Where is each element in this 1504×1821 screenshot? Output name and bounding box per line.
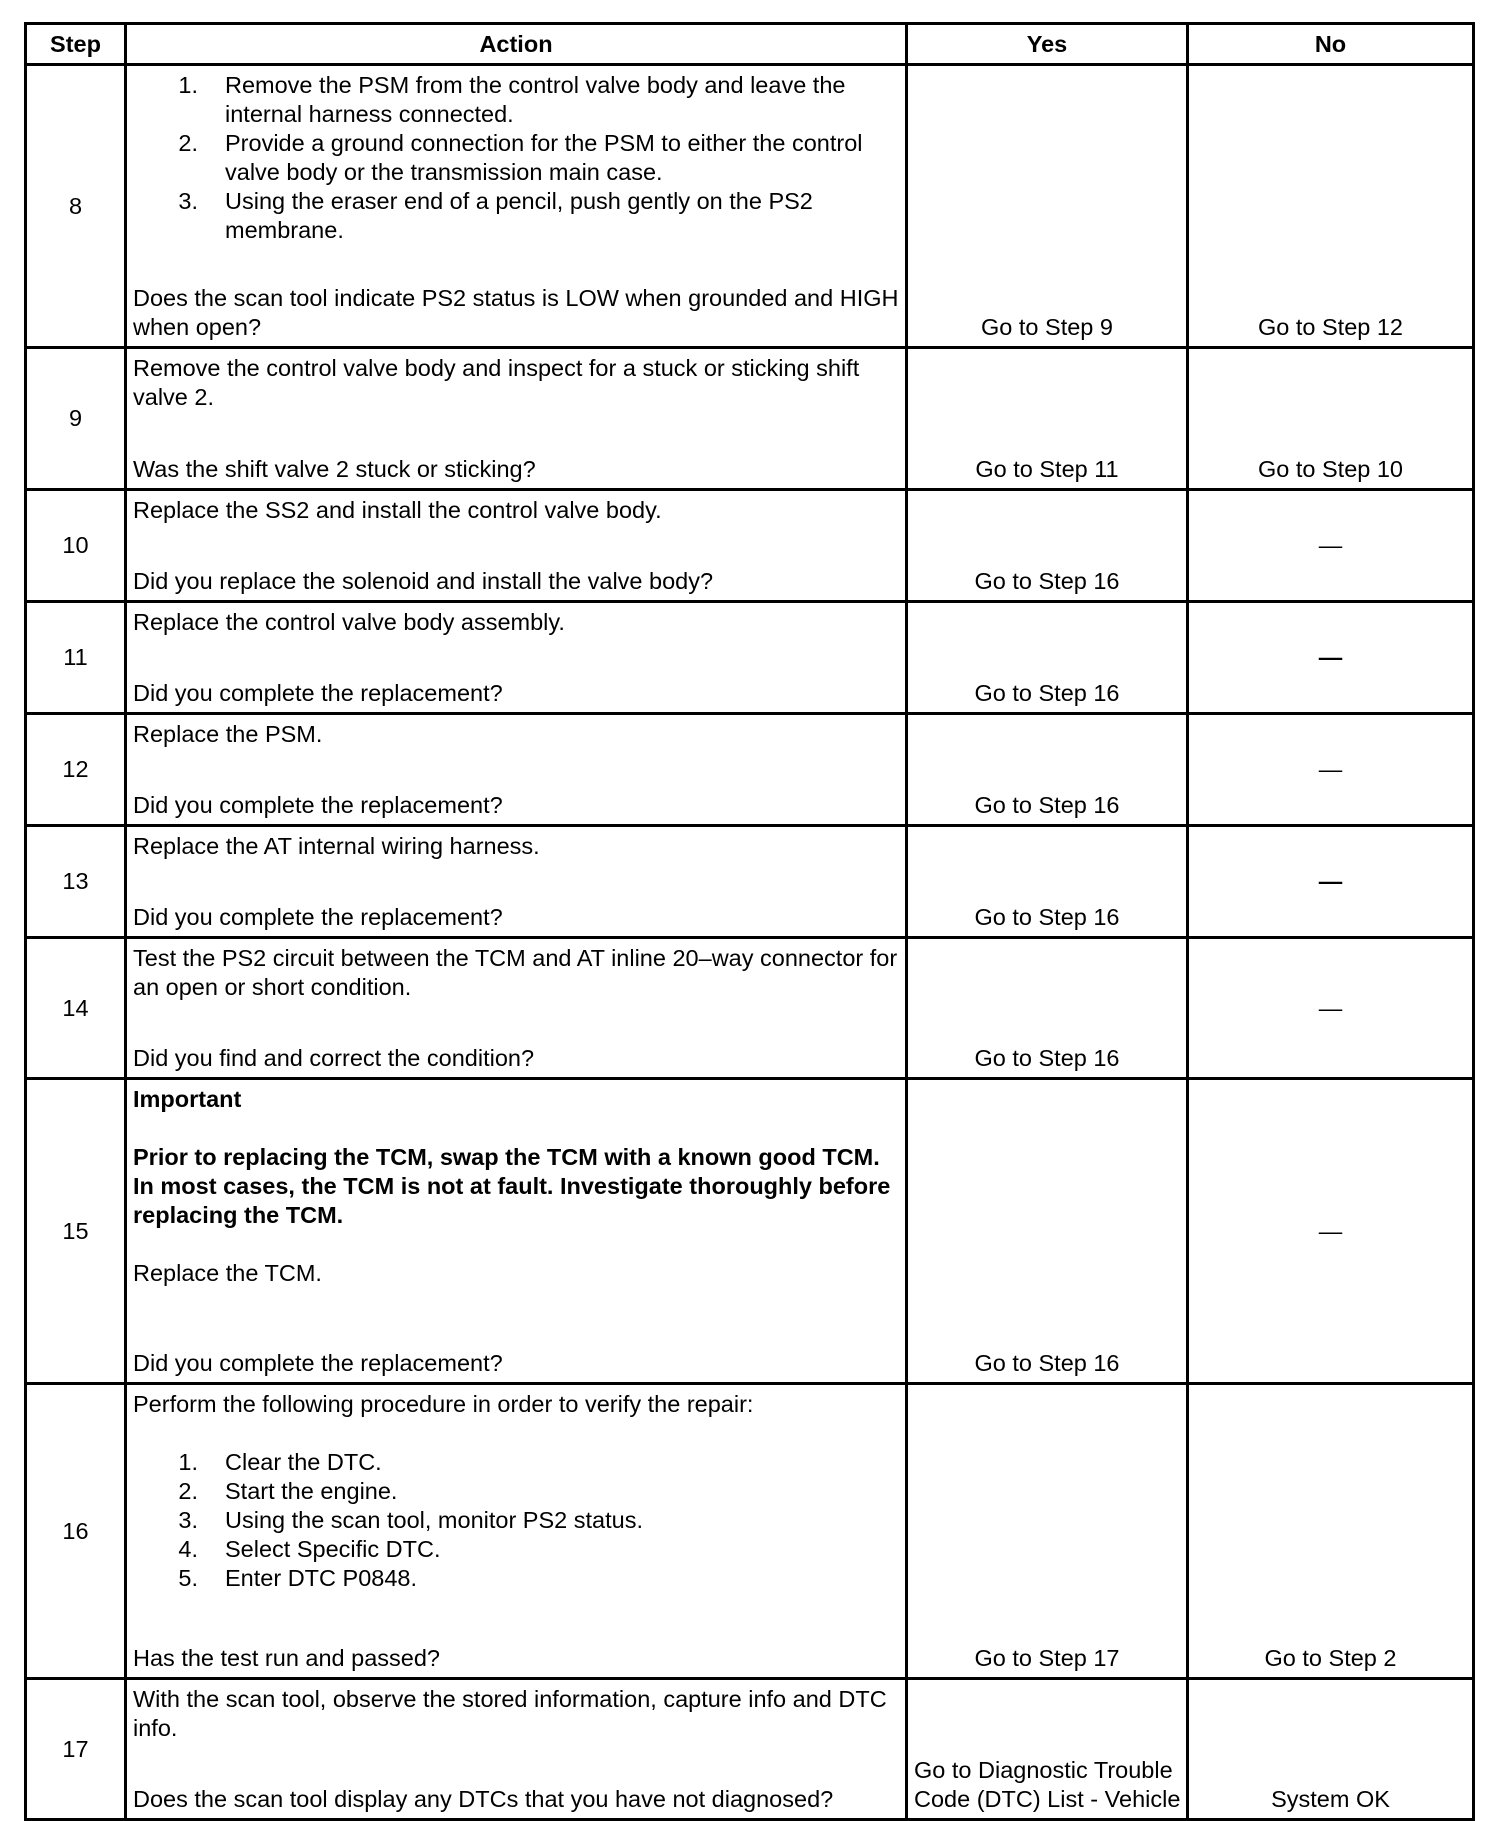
step-number: 15	[26, 1079, 126, 1384]
no-cell: Go to Step 2	[1188, 1384, 1474, 1679]
important-label: Important	[133, 1086, 242, 1112]
header-step: Step	[26, 24, 126, 65]
step-row-15	[26, 1079, 1474, 1384]
action-text: With the scan tool, observe the stored information, capture info and DTC info.	[133, 1686, 887, 1741]
action-cell	[126, 938, 907, 1079]
question-text: Does the scan tool display any DTCs that you have not diagnosed?	[133, 1786, 834, 1812]
yes-cell: Go to Step 16	[907, 826, 1188, 938]
question-text: Has the test run and passed?	[133, 1645, 441, 1671]
step-number: 9	[26, 348, 126, 490]
header-no: No	[1188, 24, 1474, 65]
yes-cell: Go to Step 16	[907, 1079, 1188, 1384]
action-text: Replace the TCM.	[133, 1260, 322, 1286]
step-number: 8	[26, 65, 126, 348]
list-item: 1. Clear the DTC.	[178, 1449, 382, 1475]
no-cell: Go to Step 12	[1188, 65, 1474, 348]
action-text: Test the PS2 circuit between the TCM and AT inline 20–way connector for an open or short condition.	[133, 945, 898, 1000]
step-number: 14	[26, 938, 126, 1079]
no-cell: —	[1188, 714, 1474, 826]
step-row-17	[26, 1679, 1474, 1820]
step-number: 13	[26, 826, 126, 938]
diagnostic-steps-table	[24, 22, 1475, 1821]
list-item: 2. Provide a ground connection for the PSM to either the control valve body or the transmission main case.	[178, 130, 863, 185]
step-number: 12	[26, 714, 126, 826]
question-text: Did you complete the replacement?	[133, 1350, 503, 1376]
no-cell: —	[1188, 490, 1474, 602]
action-cell	[126, 490, 907, 602]
question-text: Was the shift valve 2 stuck or sticking?	[133, 456, 536, 482]
procedure-list	[133, 1448, 899, 1593]
yes-cell: Go to Step 17	[907, 1384, 1188, 1679]
important-text: Prior to replacing the TCM, swap the TCM with a known good TCM. In most cases, the TCM is not at fault. Investigate thoroughly before replacing the TCM.	[133, 1144, 891, 1228]
diagnostic-table-container	[24, 22, 1472, 1821]
step-row-13	[26, 826, 1474, 938]
question-text: Did you complete the replacement?	[133, 680, 503, 706]
step-row-9	[26, 348, 1474, 490]
action-cell	[126, 602, 907, 714]
action-text: Replace the PSM.	[133, 721, 323, 747]
action-text: Replace the AT internal wiring harness.	[133, 833, 540, 859]
list-item: 2. Start the engine.	[178, 1478, 398, 1504]
header-action: Action	[126, 24, 907, 65]
yes-cell: Go to Step 16	[907, 490, 1188, 602]
action-text: Replace the control valve body assembly.	[133, 609, 565, 635]
question-text: Did you complete the replacement?	[133, 904, 503, 930]
question-text: Did you replace the solenoid and install the valve body?	[133, 568, 714, 594]
yes-cell: Go to Step 16	[907, 938, 1188, 1079]
no-cell: Go to Step 10	[1188, 348, 1474, 490]
action-cell	[126, 714, 907, 826]
yes-cell: Go to Diagnostic Trouble Code (DTC) List - Vehicle	[907, 1679, 1188, 1820]
step-number: 16	[26, 1384, 126, 1679]
step-row-16	[26, 1384, 1474, 1679]
action-text: Perform the following procedure in order to verify the repair:	[133, 1391, 754, 1417]
action-cell	[126, 65, 907, 348]
no-cell: —	[1188, 602, 1474, 714]
list-item: 3. Using the eraser end of a pencil, push gently on the PS2 membrane.	[178, 188, 813, 243]
question-text: Does the scan tool indicate PS2 status is LOW when grounded and HIGH when open?	[133, 285, 899, 340]
step-row-10	[26, 490, 1474, 602]
header-row	[26, 24, 1474, 65]
header-yes: Yes	[907, 24, 1188, 65]
no-cell: System OK	[1188, 1679, 1474, 1820]
step-row-14	[26, 938, 1474, 1079]
yes-cell: Go to Step 11	[907, 348, 1188, 490]
procedure-list	[133, 71, 899, 245]
action-text: Replace the SS2 and install the control valve body.	[133, 497, 662, 523]
step-row-12	[26, 714, 1474, 826]
yes-cell: Go to Step 16	[907, 714, 1188, 826]
action-cell	[126, 1679, 907, 1820]
action-cell	[126, 1079, 907, 1384]
step-number: 10	[26, 490, 126, 602]
step-row-8	[26, 65, 1474, 348]
no-cell: —	[1188, 826, 1474, 938]
action-cell	[126, 1384, 907, 1679]
step-number: 17	[26, 1679, 126, 1820]
no-cell: —	[1188, 938, 1474, 1079]
step-number: 11	[26, 602, 126, 714]
action-text: Remove the control valve body and inspect for a stuck or sticking shift valve 2.	[133, 355, 860, 410]
yes-cell: Go to Step 9	[907, 65, 1188, 348]
no-cell: —	[1188, 1079, 1474, 1384]
list-item: 3. Using the scan tool, monitor PS2 status.	[178, 1507, 643, 1533]
question-text: Did you find and correct the condition?	[133, 1045, 535, 1071]
action-cell	[126, 348, 907, 490]
list-item: 4. Select Specific DTC.	[178, 1536, 441, 1562]
step-row-11	[26, 602, 1474, 714]
action-cell	[126, 826, 907, 938]
yes-cell: Go to Step 16	[907, 602, 1188, 714]
list-item: 5. Enter DTC P0848.	[178, 1565, 418, 1591]
question-text: Did you complete the replacement?	[133, 792, 503, 818]
list-item: 1. Remove the PSM from the control valve body and leave the internal harness connected.	[178, 72, 846, 127]
